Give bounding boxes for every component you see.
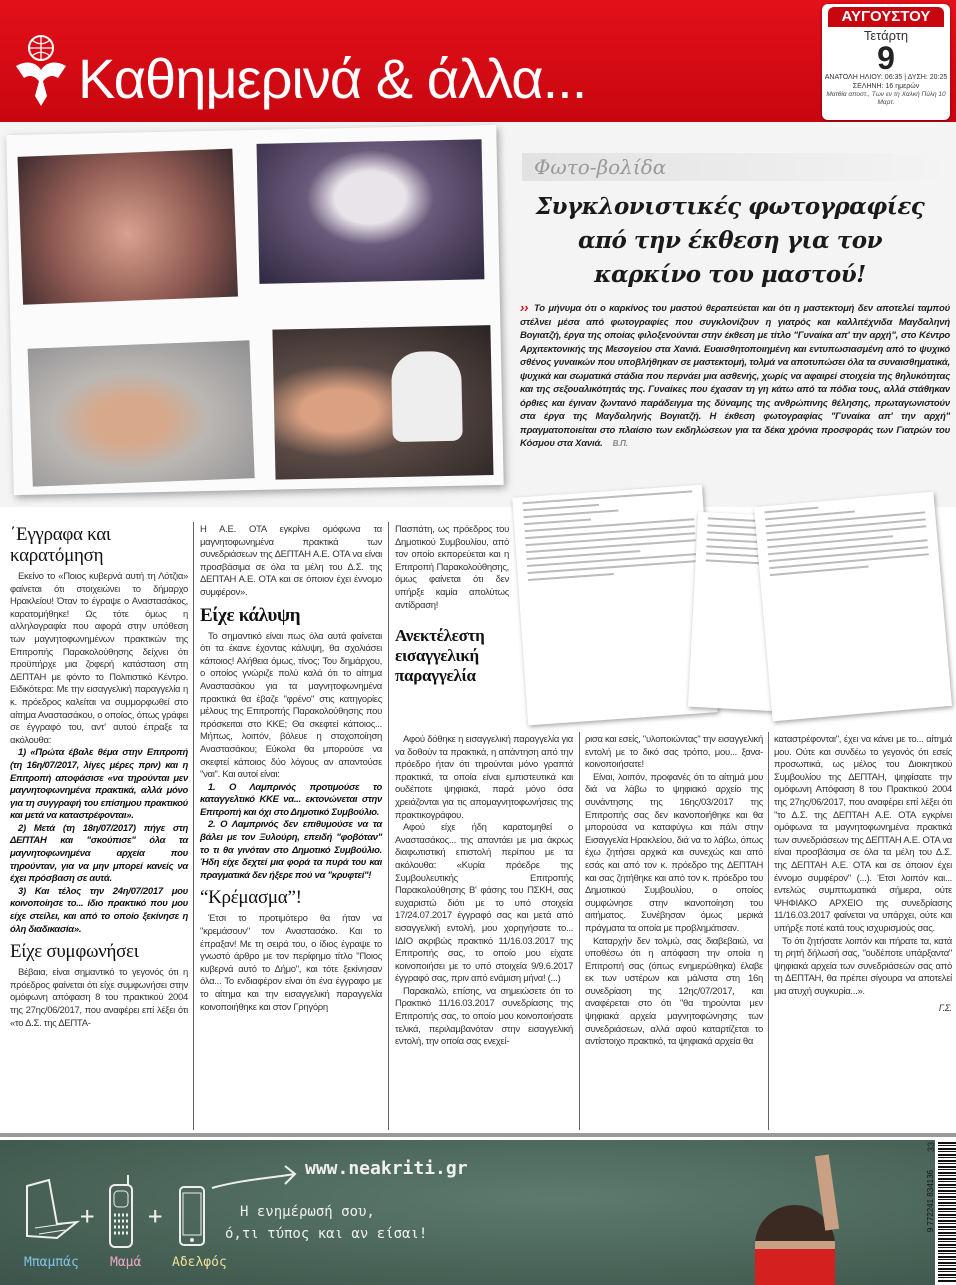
paragraph-bold: 3) Και τέλος την 24η/07/2017 μου κοινοποίησε το... ίδιο πρακτικό που μου είχε στείλει, και από το οποίο ξεκίνησε η όλη διαδικασία». [10,885,188,935]
article-column-3 [395,734,573,1049]
column-rule [579,732,580,1130]
paragraph-bold: 1) «Πρώτα έβαλε θέμα στην Επιτροπή (τη 16η/07/2017, λίγες μέρες πριν) και η Επιτροπή αποφάσισε «να τηρούνται μεν μαγνητοφωνημένα πρακτικά, αλλά μόνο για τη συγγραφή του επίσημου πρακτικού και μετά να καταστρέφονται». [10,747,188,822]
ad-slogan-1: Η ενημέρωσή σου, [240,1204,375,1220]
paragraph: Εκείνο το «Ποιος κυβερνά αυτή τη Λότζια» φαίνεται ότι στοιχειώνει το δήμαρχο Ηρακλείου! Όταν το έγραψε ο Αναστασάκος, καρατομήθηκε! Ως τότε όμως η αλληλογραφία που αφορά στην υπόθεση των μαγνητοφωνημένων πρακτικών της Επιτροπής Παρακολούθησης δείχνει ότι προϋπήρχε μια ζοφερή κατάσταση στη ΔΕΠΤΑΗ με φόντο το Πολιτιστικό Κέντρο. Ειδικότερα: Με την εισαγγελική παραγγελία η κ. πρόεδρος καλείται να συμμορφωθεί στο αίτημα Αναστασάκου, ο οποίος, όπως γράφει σε έγγραφό του, αντ' αυτού έπραξε τα ακόλουθα: [10,571,188,746]
photo-2 [257,139,485,284]
subheading: Ανεκτέλεστη εισαγγελική παραγγελία [395,626,485,686]
paragraph: Καταρχήν δεν τολμώ, σας διαβεβαιώ, να υποθέσω ότι η απόφαση την οποία η Επιτροπή σας (όπως ενημερώθηκα) έλαβε εκ των υστέρων και μάλιστα στη 16η συνεδρίαση της 12ης/07/2017, και αναφέρεται στο ότι "θα τηρούνται μεν ψηφιακά αρχεία μαγνητοφώνησης των συνεδριάσεων, αλλά αφού καταρτίζεται το αντίστοιχο πρακτικό, τα ψηφιακά αρχεία θα [585,935,763,1048]
paragraph: Έτσι το προτιμότερο θα ήταν να "κρεμάσουν" τον Αναστασάκο. Και το έπραξαν! Με τη σειρά του, ο ίδιος έγραψε το γνωστό άρθρο με τον περίφημο τίτλο "Ποιος κυβερνά αυτό το Δήμο", και τότε ξεκίνησαν όλα... Το ενδιαφέρον είναι ότι ένα έγγραφο με το αίτημα και την εισαγγελική παραγγελία κοινοποιήθηκε και στον Γρηγόρη [200,913,382,1013]
tablet-icon [178,1185,206,1247]
plus-sign: + [148,1202,163,1230]
laptop-icon [25,1178,80,1248]
ad-url[interactable]: www.neakriti.gr [305,1158,468,1179]
paragraph: ρισα και εσείς, "υλοποιώντας" την εισαγγελική εντολή με το δικό σας τρόπο, μου... ξανα-κοινοποιήσατε! [585,734,763,771]
date-day-number: 9 [877,40,895,76]
ad-label-dad: Μπαμπάς [24,1255,79,1270]
masthead [0,0,956,122]
column-rule [193,522,194,1130]
section-label: Φωτο-βολίδα [522,153,956,181]
lede-signature: Β.Π. [612,439,628,448]
paragraph: Το σημαντικό είναι πως όλα αυτά φαίνεται ότι τα έκανε έχοντας κάλυψη, θα σχολιάσει κάποιος! Αλήθεια όμως, τίνος; Του δημάρχου, ο οποίος γνώριζε πολύ καλά ότι το αίτημα Αναστασάκου για τα μαγνητοφωνημένα πρακτικά θα έβαζε "φρένο" στις κατηγορίες μέλους της Επιτροπής Παρακολούθησης που πρόσκειται στο ΚΚΕ; Θα σκεφτεί κάποιος... Μήπως, λοιπόν, βόλευε η στοχοποίηση Αναστασάκου; Εύκολα θα μπορούσε να σκεφτεί κάποιος δύο λόγους αν απαντούσε "ναι". Και αυτοί είναι: [200,630,382,781]
article-column-2 [200,524,382,1014]
feature-headline: Συγκλονιστικές φωτογραφίες από την έκθεση για τον καρκίνο του μαστού! [535,193,925,288]
column-rule [388,522,389,1130]
paragraph: Η Α.Ε. ΟΤΑ εγκρίνει ομόφωνα τα μαγνητοφωνημένα πρακτικά των συνεδριάσεων της ΔΕΠΤΑΗ Α.Ε. ΟΤΑ να είναι προσβάσιμα σε όλα τα μέλη του Δ.Σ. της ΔΕΠΤΑΗ Α.Ε. ΟΤΑ και σε όποιον έχει έννομο συμφέρον». [200,524,382,598]
paragraph: Πασπάτη, ως πρόεδρος του Δημοτικού Συμβουλίου, από τον οποίο εκπορεύεται και η Επιτροπή Παρακολούθησης, όμως φαίνεται ότι δεν υπήρξε καμία απολύτως αντίδραση! [395,524,509,611]
document-1 [512,485,717,726]
paragraph: Αφού είχε ήδη καρατομηθεί ο Αναστασάκος... της απαντάει με μια άκρως διαφωτιστική επιστολή περίπου με τα ακόλουθα: «Κυρία πρόεδρε της Συμβουλευτικής Επιτροπής Παρακολούθησης Β' φάσης του ΠΣΚΗ, σας ευχαριστώ διότι με το υπό στοιχεία 17/24.07.2017 έγγραφό σας και μετά από εισαγγελική εντολή, μου χορηγήσατε το... ΙΔΙΟ ακριβώς πρακτικό 11/16.03.2017 της Επιτροπής σας, το οποίο μου είχατε κοινοποιήσει με το υπό στοιχεία 9/9.6.2017 έγγραφό σας, πριν από ενάμιση μήνα! (...) [395,822,573,985]
article-signature: Γ.Σ. [938,1003,952,1014]
article-column-5 [774,734,952,1015]
section-title: Καθημερινά & άλλα... [78,47,587,110]
divider [0,1133,956,1137]
plus-sign: + [80,1202,95,1230]
subheading: Είχε συμφωνήσει [10,941,139,963]
ad-label-mom: Μαμά [110,1255,142,1270]
saints-day: Ματθία αποστ., Των εν τη Χαλκή Πύλη 10 Μαρτ. [826,91,946,106]
page-number: 33 [926,1142,936,1153]
moon-phase: ΣΕΛΗΝΗ: 16 ημερών [852,83,920,90]
subheading: “Κρέμασμα”! [200,887,302,909]
advertisement-banner[interactable] [0,1140,935,1285]
paragraph: Το ότι ζητήσατε λοιπόν και πήρατε τα, κατά τη ρητή δήλωσή σας, "ουδέποτε υπάρξαντα" ψηφιακά αρχεία των συνεδριάσεών σας από τη ΔΕΠΤΑΗ, θα πρέπει σίγουρα να αποτελεί μια ατυχή συγκυρία...». [774,935,952,997]
paragraph: Παρακαλώ, επίσης, να σημειώσετε ότι το Πρακτικό 11/16.03.2017 συνεδρίασης της Επιτροπής σας, το οποίο μου κοινοποιήσατε τελικά, περιλαμβανόταν στην εισαγγελική εντολή, την οποία σας ενεχεί- [395,985,573,1048]
pen-globe-icon [8,30,74,110]
paragraph-bold: 2) Μετά (τη 18η/07/2017) πήγε στη ΔΕΠΤΑΗ και "σκούπισε" όλα τα μαγνητοφωνημένα αρχεία που τηρούνταν, για να μην μπορεί κανείς να έχει πρόσβαση σε αυτά. [10,822,188,885]
paragraph-bold: 2. Ο Λαμπρινός δεν επιθυμούσε να τα βάλει με τον Ξυλούρη, επειδή "φοβόταν" το τι θα γινόταν στο Δημοτικό Συμβούλιο. Ήδη είχε δεχτεί μια φορά τα πυρά του και πραγματικά δεν ήξερε πού να "κρυφτεί"! [200,819,382,881]
sun-times: ΑΝΑΤΟΛΗ ΗΛΙΟΥ: 06:35 | ΔΥΣΗ: 20:25 [824,74,948,81]
article-column-3-top [395,524,509,691]
paragraph: καταστρέφονται", έχει να κάνει με το... αίτημά μου. Ούτε και συνδέω το γεγονός ότι εσείς προσωπικά, ως μέλος του Διοικητικού Συμβουλίου της ΔΕΠΤΑΗ, ψηφίσατε την ομόφωνη Απόφαση 8 του Πρακτικού 2004 της 27ης/06/2017, που αναφέρει επί λέξει ότι "το Δ.Σ. της ΔΕΠΤΑΗ Α.Ε. ΟΤΑ εγκρίνει ομόφωνα τα μαγνητοφωνημένα πρακτικά των συνεδριάσεων της ΔΕΠΤΑΗ Α.Ε. ΟΤΑ να είναι προσβάσιμα σε όλα τα μέλη του Δ.Σ. της ΔΕΠΤΑΗ Α.Ε. ΟΤΑ και σε όποιον έχει έννομο συμφέρον" (...). Έτσι λοιπόν και... εντελώς συμπτωματικά σήμερα, ούτε ΨΗΦΙΑΚΟ ΑΡΧΕΙΟ της συνεδρίασης 11/16.03.2017 φαίνεται να υπάρχει, ούτε και υπήρξε ποτέ κατά τους ισχυρισμούς σας. [774,734,952,934]
document-images [478,485,956,727]
photo-3 [28,340,255,486]
article-column-1 [10,522,188,1030]
subheading: Είχε κάλυψη [200,604,301,626]
subheading: ΄Εγγραφα και καρατόμηση [10,524,111,566]
date-box [822,4,950,120]
double-chevron-icon: ›› [520,300,529,315]
ad-label-brother: Αδελφός [172,1255,227,1270]
paragraph: Είναι, λοιπόν, προφανές ότι το αίτημά μου διά να λάβω το ψηφιακό αρχείο της συνάντησης της 16ης/03/2017 της Επιτροπής σας δεν ικανοποιήθηκε και θα μπορούσα να καταφύγω και πάλι στην Εισαγγελία Ηρακλείου, διά να το λάβω, όπως έχω ζητήσει αρχικά και συνεχώς και από εσάς και από τον κ. πρόεδρο της ΔΕΠΤΑΗ και σας ζητήθηκε και από τον κ. πρόεδρο του Δημοτικού Συμβουλίου, ο οποίος συμφώνησε στην ικανοποίηση του αιτήματος. Συνέβησαν όμως μερικά πράγματα τα οποία με προβλημάτισαν. [585,771,763,934]
column-rule [768,732,769,1130]
document-3 [754,492,952,722]
date-weekday: Τετάρτη [863,28,909,43]
arrow-icon [210,1162,300,1192]
paragraph: Αφού δόθηκε η εισαγγελική παραγγελία για να δοθούν τα πρακτικά, η απάντηση από την πρόεδρο ήταν ότι τηρούνται μόνο γραπτά πρακτικά, τα οποία είναι εμπιστευτικά και ουδέποτε ψηφιακά, παρά μόνο όσα χρειάζονται για τις απομαγνητοφωνήσεις της πρακτικογράφου. [395,734,573,821]
barcode [938,1142,956,1282]
photo-4 [272,325,493,480]
paragraph-bold: 1. Ο Λαμπρινός προτιμούσε το καταγγελτικό ΚΚΕ να... εκτονώνεται στην Επιτροπή και όχι στο Δημοτικό Συμβούλιο. [200,781,382,818]
mobile-phone-icon [108,1175,134,1249]
date-month: ΑΥΓΟΥΣΤΟΥ [828,7,944,27]
feature-lede [520,302,950,451]
photo-1 [17,149,238,305]
paragraph: Βέβαια, είναι σημαντικό το γεγονός ότι η πρόεδρος φαίνεται ότι είχε συμφωνήσει στην ομόφωνη απόφαση 8 του πρακτικού 2004 της 27ης/06/2017, που αναφέρει επί λέξει ότι «το Δ.Σ. της ΔΕΠΤΑ- [10,967,188,1029]
ad-slogan-2: ό,τι τύπος και αν είσαι! [225,1226,428,1242]
photo-collage [6,125,503,495]
barcode-digits: 9 772241 834136 [926,1170,935,1233]
lede-text: Το μήνυμα ότι ο καρκίνος του μαστού θεραπεύεται και ότι η μαστεκτομή δεν αποτελεί ταμπού στέλνει μέσα από φωτογραφίες που συγκλονίζουν η γιατρός και καλλιτέχνιδα Μαγδαληνή Βογιατζή, έργα της οποίας φιλοξενούνται στην έκθεση με τίτλο "Γυναίκα απ' την αρχή", στο Κέντρο Αρχιτεκτονικής της Μεσογείου στα Χανιά. Ευαισθητοποιημένη και εντυπωσιασμένη από το ψυχικό σθένος γυναικών που υποβλήθηκαν σε μαστεκτομή, τολμά να αποτυπώσει όλα τα συναισθηματικά, ψυχικά και σωματικά στάδια που περνάει μια ασθενής, χωρίς να αφαιρεί στοιχεία της θηλυκότητας και της σεξουαλικότητάς της. Γυναίκες που έχασαν τη γη κάτω από τα πόδια τους, αλλά στάθηκαν όρθιες και έγιναν ζωντανό παράδειγμα της δύναμης της ανθρώπινης θέλησης, πρωταγωνιστούν στα έργα της Μαγδαληνής Βογιατζή. Η έκθεση φωτογραφίας "Γυναίκα απ' την αρχή" πραγματοποιείται στο πλαίσιο των εκδηλώσεων για τα δέκα χρόνια προσφοράς των Γιατρών του Κόσμου στα Χανιά. [520,303,950,449]
article-column-4 [585,734,763,1049]
